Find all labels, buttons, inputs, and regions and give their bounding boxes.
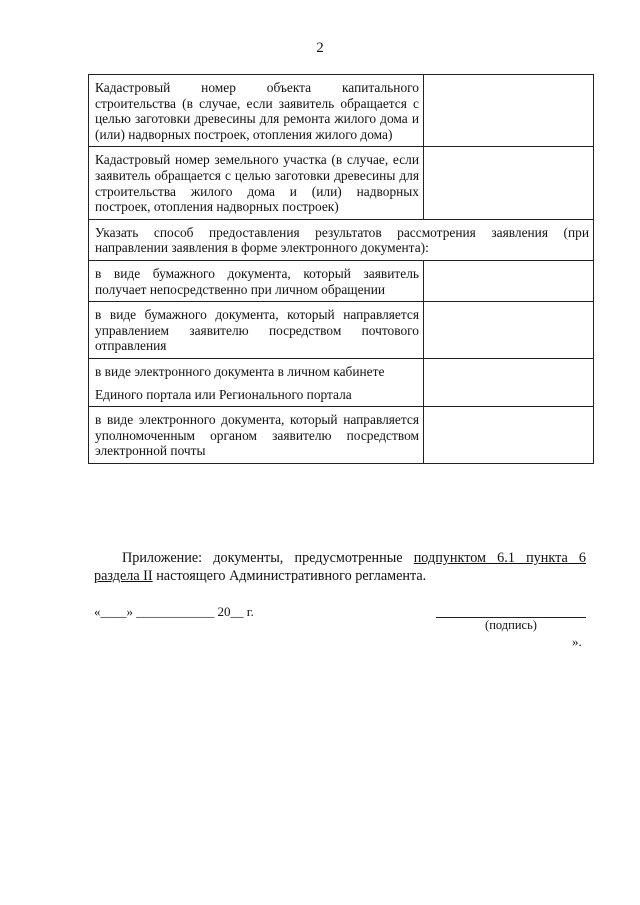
table-row (89, 260, 594, 301)
appendix-suffix: настоящего Административного регламента. (152, 568, 427, 584)
paper-by-post-label: в виде бумажного документа, который направляется управлением заявителю посредством почтового отправления (89, 302, 424, 359)
cadastral-building-label: Кадастровый номер объекта капитального строительства (в случае, если заявитель обращается с целью заготовки древесины для ремонта жилого дома и (или) надворных построек, отопления жилого дома) (89, 75, 424, 147)
delivery-method-heading: Указать способ предоставления результатов рассмотрения заявления (при направлении заявления в форме электронного документа): (89, 219, 594, 260)
closing-quote-mark: ». (572, 634, 582, 649)
electronic-portal-label-line1: в виде электронного документа в личном кабинете (95, 363, 385, 379)
table-row (89, 302, 594, 359)
cadastral-building-value-cell[interactable] (424, 75, 594, 147)
paper-by-post-check-cell[interactable] (424, 302, 594, 359)
paper-in-person-label: в виде бумажного документа, который заявитель получает непосредственно при личном обращении (89, 260, 424, 301)
appendix-prefix: Приложение: документы, предусмотренные (122, 550, 414, 566)
appendix-paragraph (94, 549, 586, 585)
application-form-table (88, 74, 594, 464)
table-row (89, 147, 594, 219)
table-row (89, 407, 594, 464)
paper-in-person-check-cell[interactable] (424, 260, 594, 301)
signature-caption: (подпись) (485, 618, 537, 632)
table-row (89, 358, 594, 406)
electronic-email-check-cell[interactable] (424, 407, 594, 464)
page-number: 2 (316, 40, 324, 56)
date-line[interactable]: «____» ____________ 20__ г. (94, 604, 254, 619)
line-gap (95, 380, 419, 387)
electronic-email-label: в виде электронного документа, который направляется уполномоченным органом заявителю посредством электронной почты (89, 407, 424, 464)
electronic-portal-label (89, 358, 424, 406)
table-row (89, 219, 594, 260)
cadastral-land-value-cell[interactable] (424, 147, 594, 219)
electronic-portal-label-line2: Единого портала или Регионального портала (95, 386, 352, 402)
electronic-portal-check-cell[interactable] (424, 358, 594, 406)
table-row (89, 75, 594, 147)
regulation-reference-link[interactable]: подпунктом 6.1 пункта 6 раздела II (94, 550, 586, 584)
cadastral-land-label: Кадастровый номер земельного участка (в случае, если заявитель обращается с целью заготовки древесины для строительства жилого дома и (или) надворных построек, отопления надворных построек) (89, 147, 424, 219)
